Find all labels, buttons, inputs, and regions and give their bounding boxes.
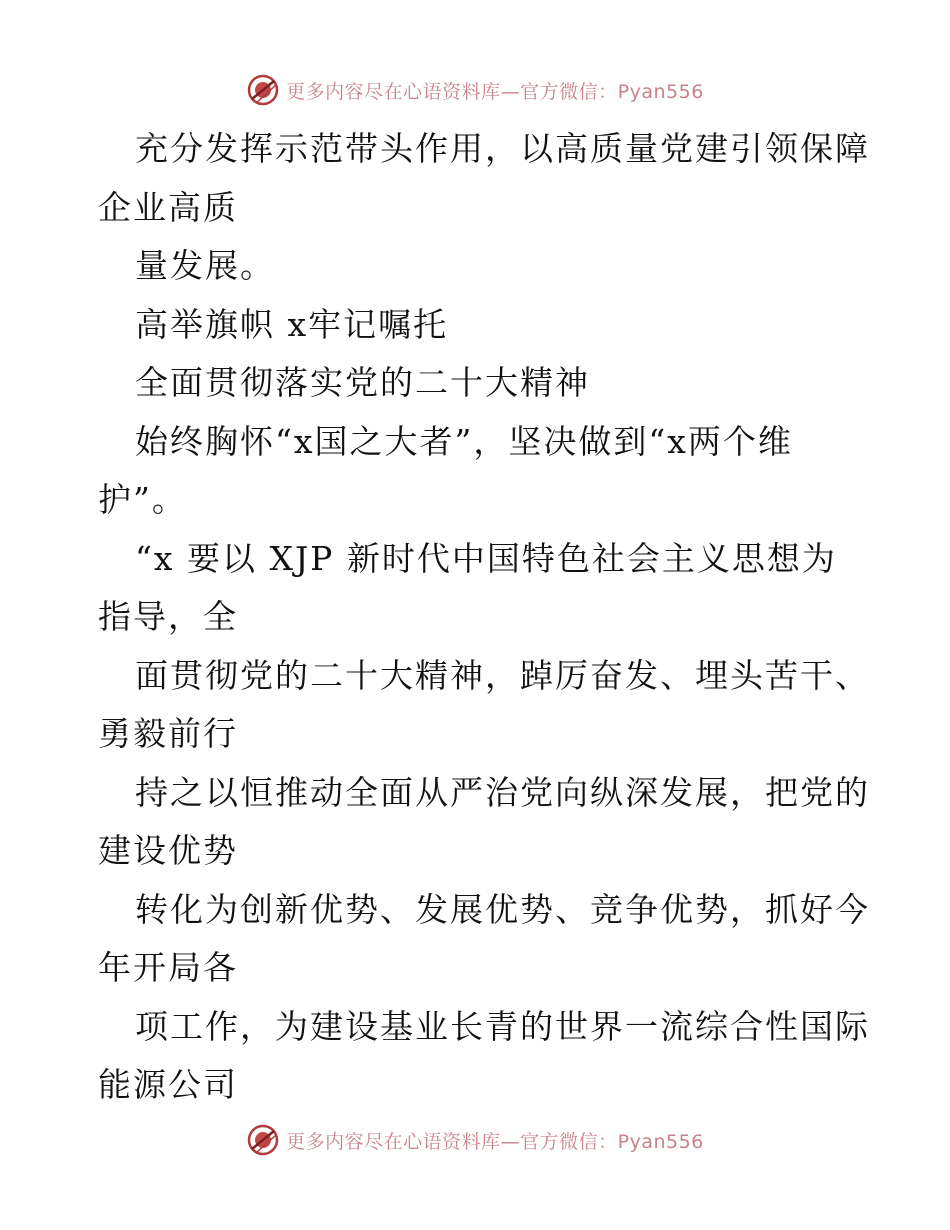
text-line: 指导，全 xyxy=(98,597,238,636)
stamp-logo-icon xyxy=(246,1123,280,1157)
text-line: 始终胸怀“x国之大者”，坚决做到“x两个维 xyxy=(135,421,793,461)
text-line: 充分发挥示范带头作用，以高质量党建引领保障 xyxy=(135,129,870,168)
text-line: 全面贯彻落实党的二十大精神 xyxy=(135,363,590,402)
header-banner xyxy=(0,70,950,110)
header-banner-text: 更多内容尽在心语资料库—官方微信：Pyan556 xyxy=(286,80,704,103)
text-line: 转化为创新优势、发展优势、竞争优势，抓好今 xyxy=(135,889,870,929)
text-line: 能源公司 xyxy=(98,1065,238,1104)
text-line: 面贯彻党的二十大精神，踔厉奋发、埋头苦干、 xyxy=(135,655,870,695)
text-line: 勇毅前行 xyxy=(98,714,238,753)
text-line: 高举旗帜 x牢记嘱托 xyxy=(135,304,449,344)
stamp-logo-icon xyxy=(246,73,280,107)
text-line: 年开局各 xyxy=(98,948,238,987)
text-line: “x 要以 XJP 新时代中国特色社会主义思想为 xyxy=(135,538,837,578)
text-line: 企业高质 xyxy=(98,187,238,227)
text-line: 持之以恒推动全面从严治党向纵深发展，把党的 xyxy=(135,772,870,812)
text-line: 量发展。 xyxy=(135,246,275,285)
text-line: 建设优势 xyxy=(98,831,238,870)
document-body xyxy=(98,120,870,1115)
footer-banner-text: 更多内容尽在心语资料库—官方微信：Pyan556 xyxy=(286,1130,704,1153)
footer-banner xyxy=(0,1120,950,1160)
text-line: 护”。 xyxy=(98,480,187,519)
text-line: 项工作，为建设基业长青的世界一流综合性国际 xyxy=(135,1006,870,1046)
